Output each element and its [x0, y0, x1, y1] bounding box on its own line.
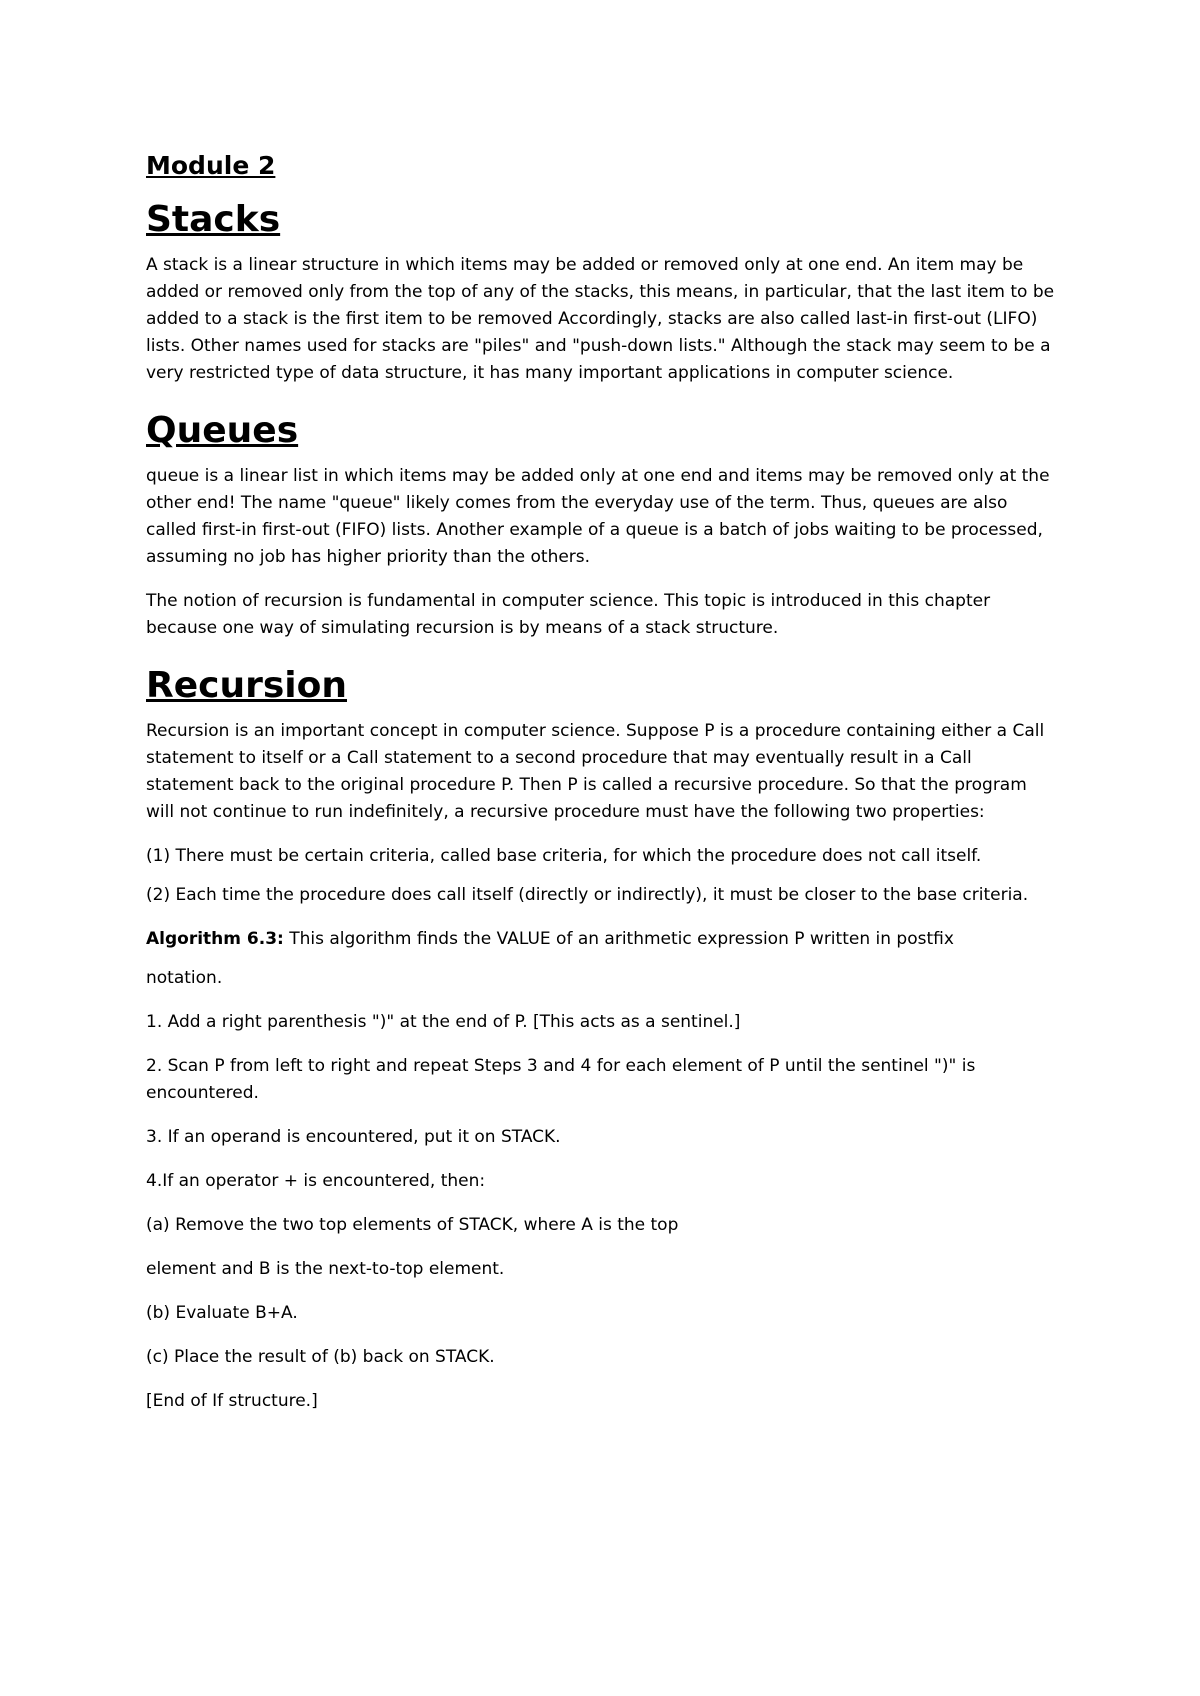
stacks-paragraph: A stack is a linear structure in which items may be added or removed only at one end. An item may be added or removed only from the top of any of the stacks, this means, in particular, that the last item to be added to a stack is the first item to be removed Accordingly, stacks are also called last-in first-out (LIFO) lists. Other names used for stacks are "piles" and "push-down lists." Although the stack may seem to be a very restricted type of data structure, it has many important applications in computer science.: [146, 255, 1055, 383]
algorithm-step-4b: (b) Evaluate B+A.: [146, 1303, 298, 1323]
queues-paragraph: queue is a linear list in which items may be added only at one end and items may be removed only at the other end! The name "queue" likely comes from the everyday use of the term. Thus, queues are also called first-in first-out (FIFO) lists. Another example of a queue is a batch of jobs waiting to be processed, assuming no job has higher priority than the others.: [146, 466, 1050, 567]
algorithm-step-end: [End of If structure.]: [146, 1391, 318, 1411]
algorithm-intro-continued: notation.: [146, 968, 223, 988]
recursion-heading: Recursion: [146, 665, 347, 706]
recursion-property-1: (1) There must be certain criteria, called base criteria, for which the procedure does not call itself.: [146, 846, 982, 866]
algorithm-label: Algorithm 6.3:: [146, 929, 284, 949]
recursion-property-2: (2) Each time the procedure does call itself (directly or indirectly), it must be closer to the base criteria.: [146, 885, 1029, 905]
algorithm-step-1: 1. Add a right parenthesis ")" at the end of P. [This acts as a sentinel.]: [146, 1012, 741, 1032]
stacks-heading: Stacks: [146, 199, 281, 240]
algorithm-step-4c: (c) Place the result of (b) back on STACK.: [146, 1347, 495, 1367]
module-title: Module 2: [146, 151, 276, 180]
algorithm-step-4a-continued: element and B is the next-to-top element.: [146, 1259, 505, 1279]
algorithm-step-4: 4.If an operator + is encountered, then:: [146, 1171, 486, 1191]
algorithm-intro-text: This algorithm finds the VALUE of an arithmetic expression P written in postfix: [283, 929, 954, 949]
algorithm-intro: [146, 926, 1060, 953]
recursion-intro-paragraph: The notion of recursion is fundamental in computer science. This topic is introduced in this chapter because one way of simulating recursion is by means of a stack structure.: [146, 591, 991, 638]
recursion-paragraph: Recursion is an important concept in computer science. Suppose P is a procedure containing either a Call statement to itself or a Call statement to a second procedure that may eventually result in a Call statement back to the original procedure P. Then P is called a recursive procedure. So that the program will not continue to run indefinitely, a recursive procedure must have the following two properties:: [146, 721, 1045, 822]
queues-heading: Queues: [146, 410, 299, 451]
algorithm-step-3: 3. If an operand is encountered, put it on STACK.: [146, 1127, 561, 1147]
algorithm-step-2: 2. Scan P from left to right and repeat Steps 3 and 4 for each element of P until the sentinel ")" is encountered.: [146, 1056, 976, 1103]
algorithm-step-4a: (a) Remove the two top elements of STACK, where A is the top: [146, 1215, 679, 1235]
